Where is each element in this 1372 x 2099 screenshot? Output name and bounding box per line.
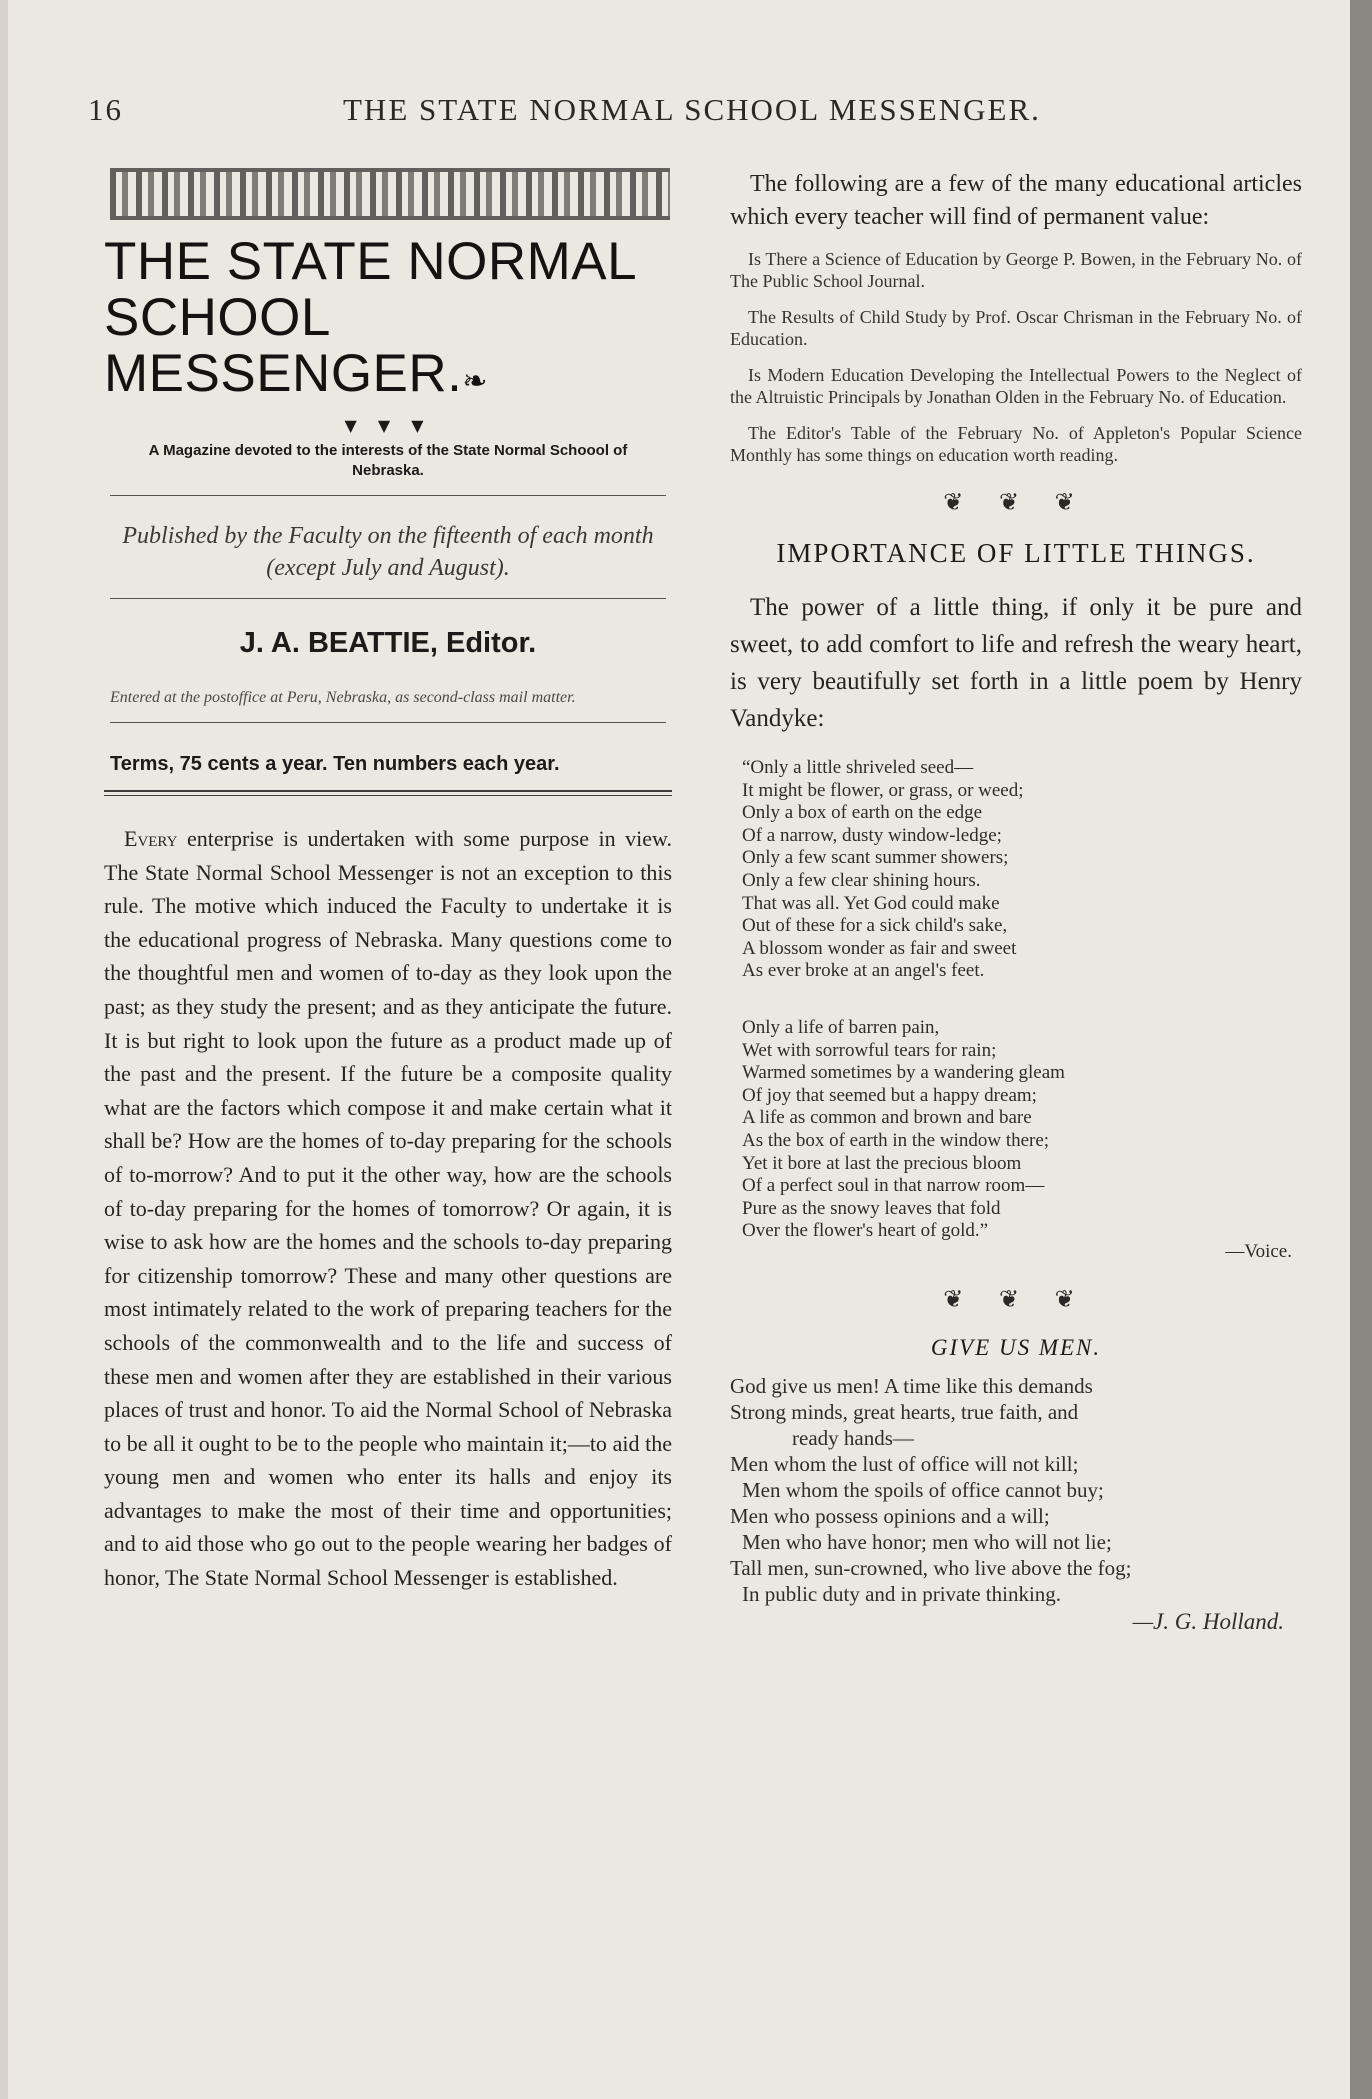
tagline: A Magazine devoted to the interests of the State Normal Schoool of Nebraska. (148, 442, 628, 479)
ornamental-border (110, 168, 670, 220)
right-column (730, 168, 1302, 1635)
poem-line: That was all. Yet God could make (742, 892, 1000, 914)
poem-line: Men who possess opinions and a will; (730, 1504, 1050, 1529)
poem-line: Of a narrow, dusty window-ledge; (742, 824, 1002, 846)
poem-line: Yet it bore at last the precious bloom (742, 1152, 1022, 1174)
editor-line: J. A. BEATTIE, Editor. (239, 627, 537, 659)
page-number: 16 (88, 92, 123, 127)
poem-line: Only a few scant summer showers; (742, 847, 1009, 869)
masthead-line-2: SCHOOL MESSENGER.❧ (104, 288, 489, 403)
editorial-text: enterprise is undertaken with some purpose in view. The State Normal School Messenger is not an exception to this rule. The motive which induced the Faculty to undertake it is the educational progress of Nebraska. Many questions come to the thoughtful men and women of to-day as they look upon the past; as they study the present; and as they anticipate the future. It is but right to look upon the future as a product made up of the past and the present. If the future be a composite quality what are the factors which compose it and make certain what it shall be? How are the homes of to-day preparing for the schools of to-morrow? And to put it the other way, how are the schools of to-day preparing for the homes of tomorrow? Or again, it is wise to ask how are the homes and the schools to-day preparing for citizenship tomorrow? These and many other questions are most intimately related to the work of preparing teachers for the schools of the commonwealth and to the life and success of these men and women after they are established in their various places of trust and honor. To aid the Normal School of Nebraska to be all it ought to be to the people who maintain it;—to aid the young men and women who enter its halls and enjoy its advantages to make the most of their time and opportunities; and to aid those who go out to the people wearing her badges of honor, The State Normal School Messenger is established. (104, 826, 672, 1591)
poem-line: Only a few clear shining hours. (742, 869, 981, 891)
poem-line: Of joy that seemed but a happy dream; (742, 1084, 1037, 1106)
poem-line: It might be flower, or grass, or weed; (742, 779, 1024, 801)
poem-line: Pure as the snowy leaves that fold (742, 1197, 1001, 1219)
left-column (104, 168, 672, 1595)
subscription-terms: Terms, 75 cents a year. Ten numbers each year. (110, 753, 560, 775)
article-item: The Editor's Table of the February No. of Appleton's Popular Science Monthly has some things on education worth reading. (730, 423, 1302, 465)
scan-right-edge (1350, 0, 1372, 2099)
leaf-ornament-icon: ❦ ❦ ❦ (943, 1285, 1089, 1314)
editorial-first-word: Every (124, 826, 178, 851)
poem-line: Only a life of barren pain, (742, 1016, 940, 1038)
poem-line: Warmed sometimes by a wandering gleam (742, 1062, 1065, 1084)
editorial-paragraph (104, 822, 672, 1595)
double-divider (104, 790, 672, 796)
article-item: Is Modern Education Developing the Intellectual Powers to the Neglect of the Altruistic Principals by Jonathan Olden in the February No. of Education. (730, 365, 1302, 407)
divider (110, 598, 666, 599)
poem-line: ready hands— (792, 1426, 914, 1451)
scan-left-edge (0, 0, 8, 2099)
article-item: The Results of Child Study by Prof. Oscar Chrisman in the February No. of Education. (730, 307, 1302, 349)
poem-line: Men who have honor; men who will not lie; (742, 1530, 1112, 1555)
poem-attribution: —J. G. Holland. (1132, 1609, 1284, 1635)
poem-line: A blossom wonder as fair and sweet (742, 937, 1017, 959)
triangle-ornament: ▼ ▼ ▼ (344, 416, 432, 435)
poem-line: Of a perfect soul in that narrow room— (742, 1175, 1045, 1197)
poem-line: Only a box of earth on the edge (742, 802, 983, 824)
poem-line: In public duty and in private thinking. (742, 1582, 1062, 1607)
poem-line: Tall men, sun-crowned, who live above the fog; (730, 1556, 1132, 1581)
divider (110, 495, 666, 496)
publication-note: Published by the Faculty on the fifteenth of each month (except July and August). (122, 523, 654, 581)
leaf-ornament-icon: ❦ ❦ ❦ (943, 488, 1089, 516)
holland-poem (730, 1373, 1302, 1635)
running-title: THE STATE NORMAL SCHOOL MESSENGER. (343, 92, 1041, 127)
vandyke-poem (730, 757, 1302, 1263)
poem-line: Strong minds, great hearts, true faith, and (730, 1400, 1079, 1425)
divider (110, 722, 666, 723)
stanza-break (742, 983, 1302, 1017)
poem-line: A life as common and brown and bare (742, 1107, 1032, 1129)
masthead-title (104, 234, 672, 410)
poem-line: Men whom the lust of office will not kill; (730, 1452, 1079, 1477)
poem-line: Out of these for a sick child's sake, (742, 915, 1008, 937)
poem-line: Wet with sorrowful tears for rain; (742, 1039, 997, 1061)
section-title-give-us-men: GIVE US MEN. (930, 1335, 1102, 1361)
poem-line: Over the flower's heart of gold.” (742, 1220, 989, 1242)
fleuron-icon: ❧ (462, 365, 489, 398)
masthead-line-1: THE STATE NORMAL (104, 232, 638, 291)
poem-line: “Only a little shriveled seed— (742, 757, 974, 778)
poem-line: God give us men! A time like this demands (730, 1374, 1093, 1399)
poem-line: As ever broke at an angel's feet. (742, 960, 985, 982)
article-item: Is There a Science of Education by George P. Bowen, in the February No. of The Public School Journal. (730, 249, 1302, 291)
section-title-importance: IMPORTANCE OF LITTLE THINGS. (776, 538, 1256, 568)
poem-line: Men whom the spoils of office cannot buy; (742, 1478, 1104, 1503)
postal-entry-note: Entered at the postoffice at Peru, Nebraska, as second-class mail matter. (110, 689, 576, 706)
poem-attribution: —Voice. (1225, 1240, 1292, 1262)
articles-intro: The following are a few of the many educational articles which every teacher will find of permanent value: (730, 171, 1302, 230)
importance-paragraph: The power of a little thing, if only it be pure and sweet, to add comfort to life and refresh the weary heart, is very beautifully set forth in a little poem by Henry Vandyke: (730, 594, 1302, 732)
poem-line: As the box of earth in the window there; (742, 1129, 1050, 1151)
